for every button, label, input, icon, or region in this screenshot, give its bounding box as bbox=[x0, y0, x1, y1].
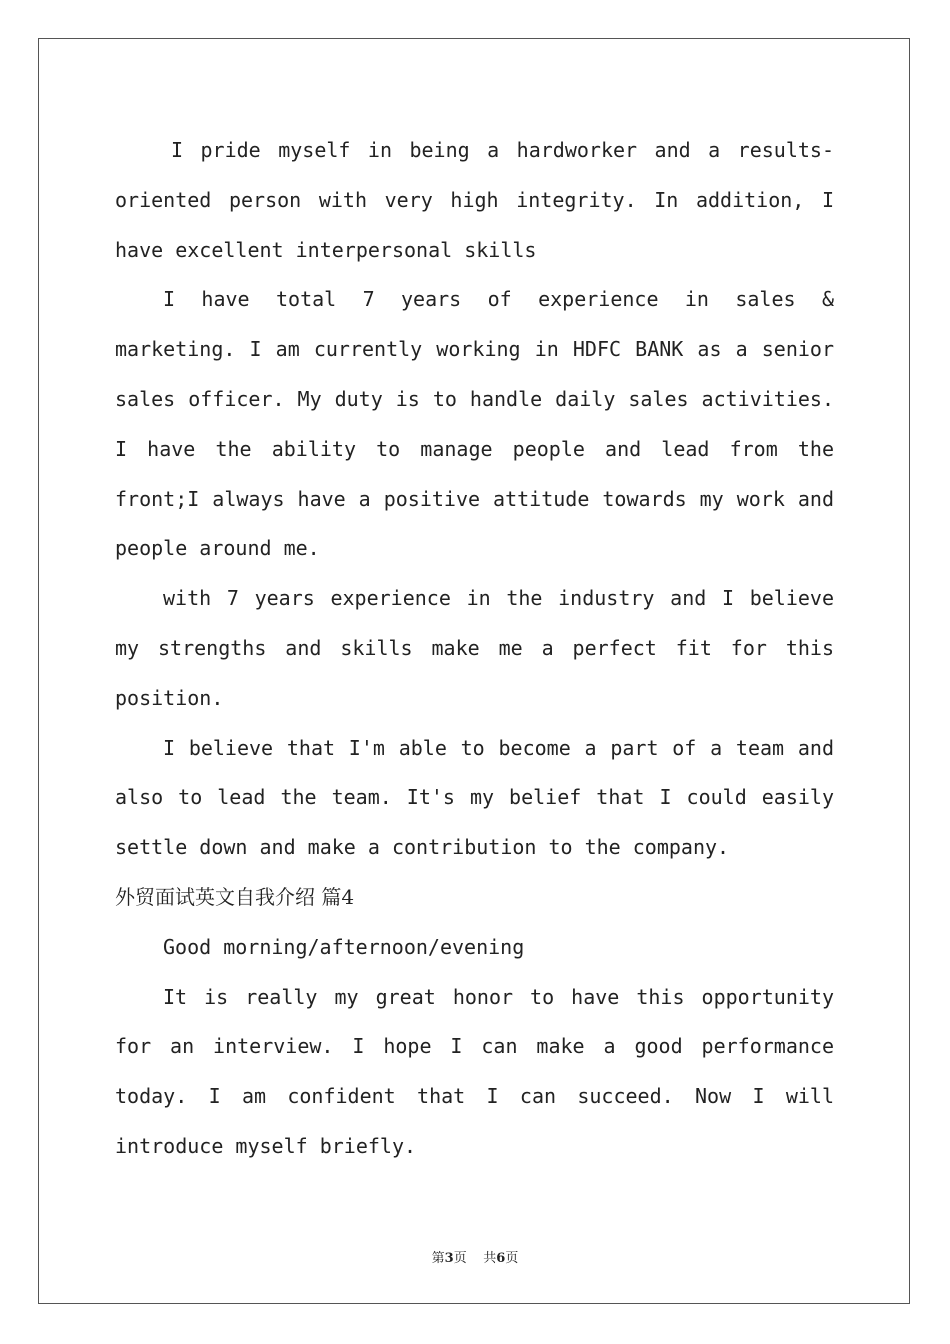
paragraph: I believe that I'm able to become a part of a team and also to lead the team. It's my belief that I could easily settle down and make a contribution to the company. bbox=[115, 735, 834, 860]
total-suffix: 页 bbox=[505, 1251, 519, 1266]
total-prefix: 共 bbox=[483, 1251, 497, 1266]
page-footer bbox=[0, 1247, 950, 1266]
total-page-number: 6 bbox=[496, 1251, 506, 1266]
paragraph: Good morning/afternoon/evening bbox=[163, 934, 525, 959]
section-heading: 外贸面试英文自我介绍 篇4 bbox=[115, 884, 355, 909]
page-suffix: 页 bbox=[453, 1251, 467, 1266]
paragraph: I pride myself in being a hardworker and a results-oriented person with very high integrity. In addition, I have excellent interpersonal skills bbox=[115, 138, 834, 262]
paragraph: I have total 7 years of experience in sales & marketing. I am currently working in HDFC BANK as a senior sales officer. My duty is to handle daily sales activities. I have the ability to manage people and lead from the front;I always have a positive attitude towards my work and people around me. bbox=[115, 287, 834, 561]
current-page-number: 3 bbox=[444, 1251, 454, 1266]
paragraph: with 7 years experience in the industry and I believe my strengths and skills make me a perfect fit for this position. bbox=[115, 586, 834, 710]
document-body bbox=[115, 126, 834, 1172]
page-prefix: 第 bbox=[431, 1251, 445, 1266]
paragraph: It is really my great honor to have this opportunity for an interview. I hope I can make a good performance today. I am confident that I can succeed. Now I will introduce myself briefly. bbox=[115, 984, 834, 1158]
